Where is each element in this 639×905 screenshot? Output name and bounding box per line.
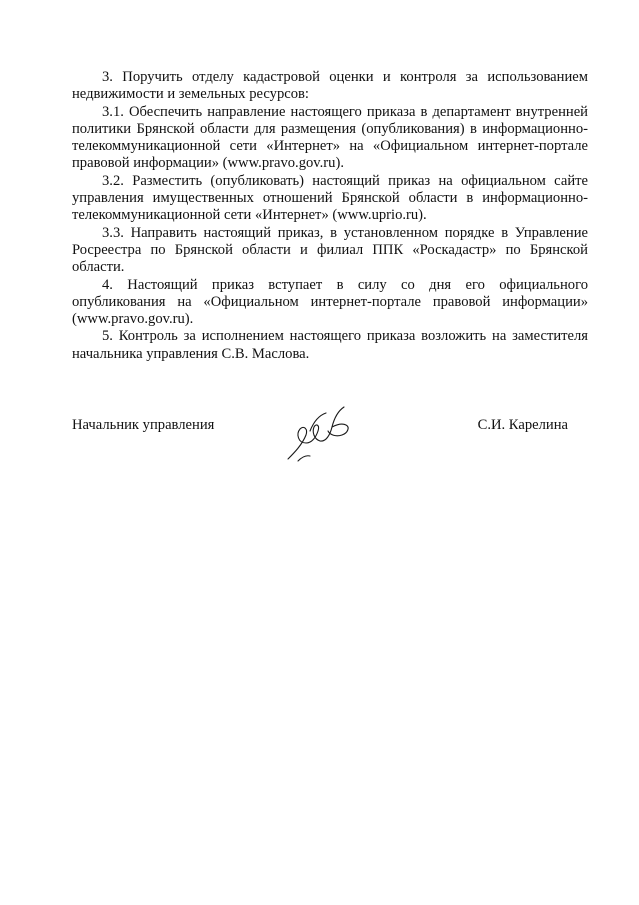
paragraph-4: 4. Настоящий приказ вступает в силу со дня его официального опубликования на «Официальном интернет-портале правовой информации» (www.pravo.gov.ru). [72, 276, 588, 328]
paragraph-3-1: 3.1. Обеспечить направление настоящего приказа в департамент внутренней политики Брянской области для размещения (опубликования) в информационно-телекоммуникационной сети «Интернет» на «Официальном интернет-портале правовой информации» (www.pravo.gov.ru). [72, 103, 588, 172]
paragraph-3: 3. Поручить отделу кадастровой оценки и контроля за использованием недвижимости и земельных ресурсов: [72, 69, 588, 103]
position-title: Начальник управления [72, 417, 215, 433]
signer-name: С.И. Карелина [477, 417, 568, 433]
signature-block [72, 417, 568, 467]
paragraph-5: 5. Контроль за исполнением настоящего приказа возложить на заместителя начальника управления С.В. Маслова. [72, 328, 588, 362]
document-body [72, 69, 588, 363]
paragraph-3-2: 3.2. Разместить (опубликовать) настоящий приказ на официальном сайте управления имущественных отношений Брянской области в информационно-телекоммуникационной сети «Интернет» (www.uprio.ru). [72, 172, 588, 224]
paragraph-3-3: 3.3. Направить настоящий приказ, в установленном порядке в Управление Росреестра по Брянской области и филиал ППК «Роскадастр» по Брянской области. [72, 224, 588, 276]
handwritten-signature [280, 401, 360, 465]
